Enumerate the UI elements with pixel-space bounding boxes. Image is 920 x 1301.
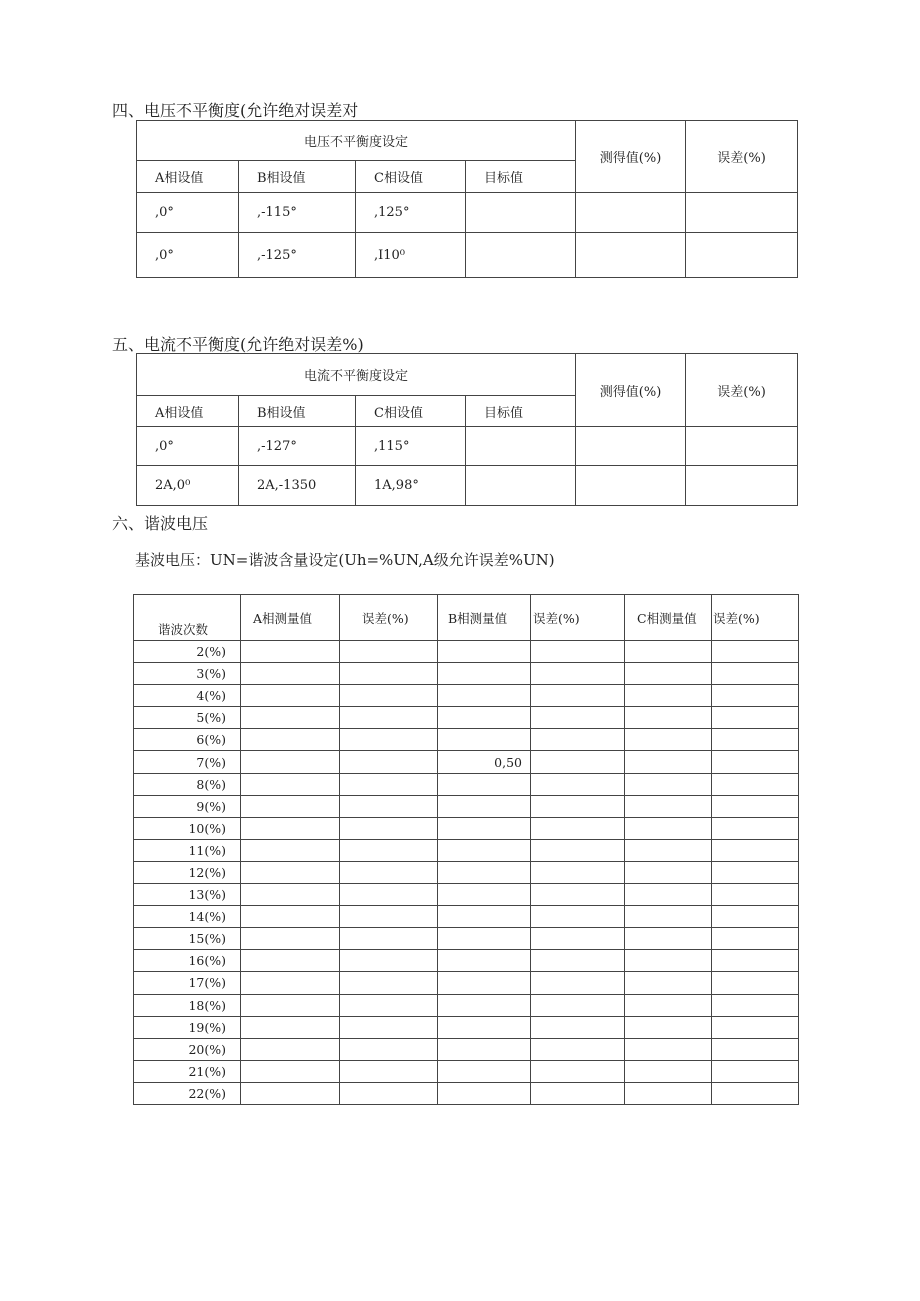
cell: [625, 685, 712, 707]
cell: [712, 663, 799, 685]
cell: [438, 795, 531, 817]
cell: [576, 427, 686, 466]
cell: [686, 466, 798, 506]
cell: [712, 641, 799, 663]
section5-title: 五、电流不平衡度(允许绝对误差%): [112, 335, 364, 354]
cell: [340, 641, 438, 663]
cell: [340, 1016, 438, 1038]
table-row: [134, 972, 799, 994]
cell: [531, 950, 625, 972]
cell: [712, 1082, 799, 1104]
cell: ,0°: [137, 233, 239, 278]
section6-title: 六、谐波电压: [112, 514, 209, 533]
cell: [712, 906, 799, 928]
cell: ,125°: [356, 193, 466, 233]
cell: [438, 839, 531, 861]
sub-header: C相设值: [356, 396, 466, 427]
harmonic-order-cell: 22(%): [134, 1082, 241, 1104]
table-row: [134, 1060, 799, 1082]
cell: [241, 663, 340, 685]
table-row: [134, 950, 799, 972]
cell: [438, 906, 531, 928]
cell: 2A,0⁰: [137, 466, 239, 506]
harmonic-order-cell: 11(%): [134, 839, 241, 861]
table-row: [134, 1038, 799, 1060]
cell: [576, 233, 686, 278]
cell: [686, 427, 798, 466]
cell: ,0°: [137, 193, 239, 233]
cell: [531, 994, 625, 1016]
table-row: [134, 928, 799, 950]
cell: [531, 1082, 625, 1104]
table-row: [134, 685, 799, 707]
cell: [340, 884, 438, 906]
table-row: [134, 773, 799, 795]
cell: [531, 707, 625, 729]
cell: [712, 817, 799, 839]
table-row: [134, 906, 799, 928]
cell: [340, 751, 438, 773]
cell: [241, 751, 340, 773]
cell: [625, 839, 712, 861]
cell: [625, 795, 712, 817]
cell: ,-125°: [239, 233, 356, 278]
cell: [531, 773, 625, 795]
cell: [712, 795, 799, 817]
cell: [241, 950, 340, 972]
cell: [625, 884, 712, 906]
harmonic-order-cell: 18(%): [134, 994, 241, 1016]
cell: [531, 884, 625, 906]
cell: [625, 1082, 712, 1104]
cell: [241, 795, 340, 817]
cell: [712, 839, 799, 861]
cell: [531, 729, 625, 751]
harmonic-order-cell: 5(%): [134, 707, 241, 729]
cell: [438, 641, 531, 663]
harmonic-order-cell: 16(%): [134, 950, 241, 972]
cell: [241, 839, 340, 861]
cell: [438, 1016, 531, 1038]
cell: [625, 817, 712, 839]
cell: [625, 861, 712, 883]
cell: [531, 1038, 625, 1060]
cell: [531, 751, 625, 773]
cell: [438, 884, 531, 906]
cell: [241, 1038, 340, 1060]
harmonic-order-cell: 6(%): [134, 729, 241, 751]
cell: [438, 994, 531, 1016]
cell: [340, 1082, 438, 1104]
cell: [340, 795, 438, 817]
cell: [712, 1038, 799, 1060]
cell: [531, 817, 625, 839]
cell: [531, 906, 625, 928]
table-row: [134, 884, 799, 906]
cell: [625, 906, 712, 928]
cell: [241, 773, 340, 795]
cell: [625, 994, 712, 1016]
harmonic-order-cell: 12(%): [134, 861, 241, 883]
cell: ,I10⁰: [356, 233, 466, 278]
header-b-measured: B相测量值: [438, 595, 531, 641]
header-c-measured: C相测量值: [625, 595, 712, 641]
header-harmonic-order: 谐波次数: [134, 595, 241, 641]
cell: [340, 817, 438, 839]
table-row: [134, 1082, 799, 1104]
cell: [340, 972, 438, 994]
table-row: [134, 817, 799, 839]
cell: [340, 707, 438, 729]
current-unbalance-table: [136, 353, 798, 506]
cell: [241, 861, 340, 883]
cell: [241, 928, 340, 950]
table-row: [134, 861, 799, 883]
harmonic-order-cell: 21(%): [134, 1060, 241, 1082]
cell: [625, 729, 712, 751]
cell: [438, 773, 531, 795]
cell: [712, 685, 799, 707]
cell: [712, 751, 799, 773]
cell: [241, 1060, 340, 1082]
cell: [438, 950, 531, 972]
cell: [241, 906, 340, 928]
cell: [576, 466, 686, 506]
harmonic-order-cell: 14(%): [134, 906, 241, 928]
cell: [531, 663, 625, 685]
harmonic-order-cell: 13(%): [134, 884, 241, 906]
cell: ,-127°: [239, 427, 356, 466]
cell: [340, 839, 438, 861]
harmonic-order-cell: 7(%): [134, 751, 241, 773]
section4-title: 四、电压不平衡度(允许绝对误差对: [112, 101, 359, 120]
cell: [466, 233, 576, 278]
cell: [438, 685, 531, 707]
cell: [625, 1060, 712, 1082]
cell: [438, 928, 531, 950]
cell: [712, 950, 799, 972]
cell: [340, 1060, 438, 1082]
table-row: [134, 751, 799, 773]
measured-header: 测得值(%): [576, 121, 686, 193]
cell: 0,50: [438, 751, 531, 773]
sub-header: C相设值: [356, 161, 466, 193]
table-row: [134, 707, 799, 729]
cell: [712, 884, 799, 906]
cell: [531, 641, 625, 663]
cell: [531, 928, 625, 950]
cell: [241, 1016, 340, 1038]
sub-header: 目标值: [466, 161, 576, 193]
cell: [625, 928, 712, 950]
cell: [712, 707, 799, 729]
header-c-error: 误差(%): [712, 595, 799, 641]
harmonic-order-cell: 2(%): [134, 641, 241, 663]
harmonic-order-cell: 10(%): [134, 817, 241, 839]
harmonic-order-cell: 20(%): [134, 1038, 241, 1060]
cell: [531, 1060, 625, 1082]
cell: [241, 884, 340, 906]
cell: [241, 729, 340, 751]
table-row: [134, 641, 799, 663]
sub-header: B相设值: [239, 161, 356, 193]
header-a-measured: A相测量值: [241, 595, 340, 641]
cell: [712, 994, 799, 1016]
cell: [340, 773, 438, 795]
table-row: [134, 994, 799, 1016]
cell: [438, 729, 531, 751]
cell: [438, 663, 531, 685]
cell: [340, 861, 438, 883]
cell: [531, 685, 625, 707]
cell: [340, 729, 438, 751]
cell: [340, 1038, 438, 1060]
error-header: 误差(%): [686, 354, 798, 427]
cell: [340, 928, 438, 950]
cell: [438, 817, 531, 839]
section6-subtitle: 基波电压：UN=谐波含量设定(Uh=%UN,A级允许误差%UN): [135, 551, 555, 569]
harmonic-order-cell: 9(%): [134, 795, 241, 817]
harmonic-order-cell: 17(%): [134, 972, 241, 994]
cell: ,115°: [356, 427, 466, 466]
harmonic-voltage-table: [133, 594, 799, 1105]
cell: [625, 663, 712, 685]
cell: [625, 1038, 712, 1060]
cell: [712, 928, 799, 950]
table-row: [134, 839, 799, 861]
cell: [241, 994, 340, 1016]
table-row: [134, 795, 799, 817]
cell: [625, 773, 712, 795]
harmonic-order-cell: 4(%): [134, 685, 241, 707]
cell: [241, 817, 340, 839]
cell: [531, 972, 625, 994]
table-row: [134, 1016, 799, 1038]
error-header: 误差(%): [686, 121, 798, 193]
table-row: [134, 663, 799, 685]
cell: [625, 707, 712, 729]
header-a-error: 误差(%): [340, 595, 438, 641]
cell: [531, 1016, 625, 1038]
cell: [466, 466, 576, 506]
cell: [340, 685, 438, 707]
sub-header: 目标值: [466, 396, 576, 427]
harmonic-order-cell: 3(%): [134, 663, 241, 685]
cell: [340, 663, 438, 685]
cell: [340, 906, 438, 928]
table-row: [134, 729, 799, 751]
header-b-error: 误差(%): [531, 595, 625, 641]
cell: [438, 1038, 531, 1060]
cell: [241, 707, 340, 729]
cell: [712, 1060, 799, 1082]
cell: [531, 795, 625, 817]
cell: [340, 950, 438, 972]
sub-header: B相设值: [239, 396, 356, 427]
cell: [438, 861, 531, 883]
harmonic-order-cell: 15(%): [134, 928, 241, 950]
cell: ,0°: [137, 427, 239, 466]
group-header: 电流不平衡度设定: [137, 354, 576, 396]
voltage-unbalance-table: [136, 120, 798, 278]
cell: [531, 861, 625, 883]
cell: [686, 233, 798, 278]
cell: [241, 685, 340, 707]
cell: [712, 1016, 799, 1038]
cell: 1A,98°: [356, 466, 466, 506]
cell: [438, 1060, 531, 1082]
sub-header: A相设值: [137, 396, 239, 427]
measured-header: 测得值(%): [576, 354, 686, 427]
cell: [340, 994, 438, 1016]
cell: [625, 1016, 712, 1038]
cell: [625, 641, 712, 663]
cell: [625, 751, 712, 773]
cell: [241, 972, 340, 994]
cell: [241, 1082, 340, 1104]
harmonic-order-cell: 8(%): [134, 773, 241, 795]
harmonic-order-cell: 19(%): [134, 1016, 241, 1038]
cell: [466, 193, 576, 233]
cell: 2A,-1350: [239, 466, 356, 506]
cell: [576, 193, 686, 233]
cell: [712, 729, 799, 751]
cell: [686, 193, 798, 233]
cell: [625, 972, 712, 994]
cell: [712, 972, 799, 994]
cell: [531, 839, 625, 861]
cell: [712, 861, 799, 883]
cell: [241, 641, 340, 663]
cell: ,-115°: [239, 193, 356, 233]
cell: [466, 427, 576, 466]
sub-header: A相设值: [137, 161, 239, 193]
group-header: 电压不平衡度设定: [137, 121, 576, 161]
cell: [712, 773, 799, 795]
cell: [625, 950, 712, 972]
cell: [438, 972, 531, 994]
cell: [438, 1082, 531, 1104]
cell: [438, 707, 531, 729]
